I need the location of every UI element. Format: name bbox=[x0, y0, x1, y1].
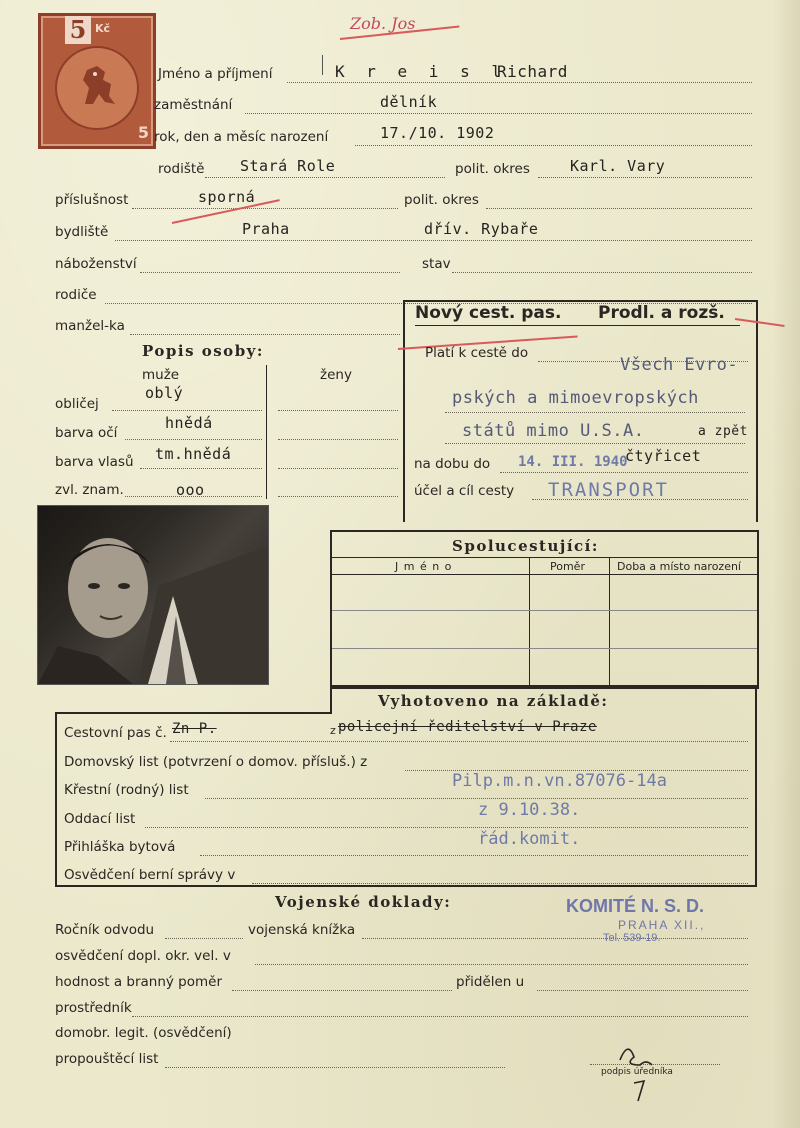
companions-row-rule-2 bbox=[332, 648, 757, 649]
military-book-line bbox=[362, 938, 748, 939]
military-legion-label: domobr. legit. (osvědčení) bbox=[55, 1025, 232, 1041]
birthplace-value: Stará Role bbox=[240, 157, 336, 175]
employment-value: dělník bbox=[380, 93, 438, 111]
basis-box-top-right bbox=[330, 685, 755, 687]
hair-color-line bbox=[140, 468, 262, 469]
companions-col-name: J m é n o bbox=[395, 560, 453, 573]
basis-residence-value: řád.komit. bbox=[478, 829, 581, 849]
basis-marriage-line bbox=[145, 827, 748, 828]
basis-passport-line bbox=[170, 741, 748, 742]
birthplace-label: rodiště bbox=[158, 161, 205, 177]
residence-label: bydliště bbox=[55, 224, 109, 240]
companions-row-rule-1 bbox=[332, 610, 757, 611]
description-divider bbox=[266, 365, 267, 499]
face-value: oblý bbox=[145, 384, 184, 402]
face-line bbox=[112, 410, 262, 411]
portrait-figure-icon bbox=[38, 506, 268, 684]
basis-box-left bbox=[55, 712, 57, 887]
hair-color-label: barva vlasů bbox=[55, 454, 134, 470]
description-heading: Popis osoby: bbox=[142, 342, 264, 360]
companions-col-birth: Doba a místo narození bbox=[617, 560, 741, 573]
basis-birth-label: Křestní (rodný) list bbox=[64, 782, 189, 798]
name-label: Jméno a příjmení bbox=[158, 66, 273, 82]
basis-heading: Vyhotoveno na základě: bbox=[378, 692, 609, 710]
parents-label: rodiče bbox=[55, 287, 97, 303]
companions-divider-2 bbox=[609, 558, 610, 686]
military-assigned-line bbox=[537, 990, 748, 991]
marks-line-woman bbox=[278, 496, 398, 497]
passport-heading: Nový cest. pas. bbox=[415, 303, 562, 323]
eye-color-line-woman bbox=[278, 439, 398, 440]
military-assigned-label: přidělen u bbox=[456, 974, 525, 990]
period-line bbox=[500, 472, 748, 473]
companions-rule-2 bbox=[332, 574, 757, 575]
basis-box-top-left bbox=[55, 712, 332, 714]
military-book-label: vojenská knížka bbox=[248, 922, 356, 938]
paper-edge bbox=[772, 0, 800, 1128]
basis-passport-struck: Zn P. bbox=[172, 721, 217, 737]
pen-mark bbox=[322, 55, 323, 75]
stamp-currency: Kč bbox=[95, 22, 111, 35]
stamp-seal bbox=[55, 46, 139, 130]
residence-line bbox=[115, 240, 752, 241]
basis-marriage-label: Oddací list bbox=[64, 811, 136, 827]
firstname-value: Richard bbox=[497, 62, 568, 81]
companions-divider-1 bbox=[529, 558, 530, 686]
passport-heading-extension: Prodl. a rozš. bbox=[598, 303, 725, 323]
portrait-photo bbox=[37, 505, 269, 685]
eye-color-label: barva očí bbox=[55, 425, 118, 441]
period-label: na dobu do bbox=[414, 456, 491, 472]
eye-color-line bbox=[125, 439, 262, 440]
komite-stamp-city: PRAHA XII., bbox=[618, 918, 706, 932]
residence-value: Praha bbox=[242, 220, 290, 238]
district-value: Karl. Vary bbox=[570, 157, 666, 175]
basis-birth-value: Pilp.m.n.vn.87076-14a bbox=[452, 771, 667, 791]
stamp-value-corner: 5 bbox=[137, 123, 149, 142]
valid-line-3 bbox=[445, 443, 745, 444]
basis-tax-line bbox=[252, 883, 748, 884]
hair-color-value: tm.hnědá bbox=[155, 445, 232, 463]
face-label: obličej bbox=[55, 396, 99, 412]
birth-label: rok, den a měsíc narození bbox=[154, 129, 329, 145]
military-heading: Vojenské doklady: bbox=[275, 893, 452, 911]
top-signature: Zob. Jos bbox=[350, 14, 416, 33]
religion-line bbox=[140, 272, 400, 273]
valid-value-1: Všech Evro- bbox=[620, 355, 739, 375]
komite-stamp-title: KOMITÉ N. S. D. bbox=[566, 896, 705, 916]
military-cert-label: osvědčení dopl. okr. vel. v bbox=[55, 948, 231, 964]
companions-heading: Spolucestující: bbox=[452, 537, 599, 555]
basis-domicile-label: Domovský list (potvrzení o domov. přísluš.) z bbox=[64, 754, 368, 770]
description-col-man: muže bbox=[142, 367, 180, 383]
passport-heading-underline bbox=[415, 325, 740, 326]
religion-label: náboženství bbox=[55, 256, 137, 272]
employment-line bbox=[245, 113, 752, 114]
valid-label: Platí k cestě do bbox=[425, 345, 529, 361]
military-cert-line bbox=[255, 964, 748, 965]
residence-prev-value: dřív. Rybaře bbox=[424, 220, 539, 238]
basis-marriage-value: z 9.10.38. bbox=[478, 800, 581, 820]
signature-label: podpis úředníka bbox=[601, 1067, 673, 1077]
purpose-label: účel a cíl cesty bbox=[414, 483, 515, 499]
basis-box-notch bbox=[330, 685, 332, 713]
purpose-value: TRANSPORT bbox=[548, 479, 669, 501]
valid-value-3: států mimo U.S.A. bbox=[462, 421, 645, 441]
military-year-label: Ročník odvodu bbox=[55, 922, 155, 938]
military-year-line bbox=[165, 938, 243, 939]
valid-extra: a zpět bbox=[698, 424, 748, 439]
citizenship-value: sporná bbox=[198, 188, 256, 206]
basis-birth-line bbox=[205, 798, 748, 799]
birth-line bbox=[355, 145, 752, 146]
eye-color-value: hnědá bbox=[165, 414, 213, 432]
surname-value: K r e i s l bbox=[335, 62, 507, 81]
passport-box-left-border bbox=[403, 300, 405, 522]
military-discharge-line bbox=[165, 1067, 505, 1068]
status-label: stav bbox=[422, 256, 451, 272]
citizenship-label: příslušnost bbox=[55, 192, 129, 208]
companions-rule-1 bbox=[332, 557, 757, 558]
district-label: polit. okres bbox=[455, 161, 530, 177]
description-col-woman: ženy bbox=[320, 367, 352, 383]
valid-value-2: pských a mimoevropských bbox=[452, 388, 699, 408]
birthplace-line bbox=[205, 177, 445, 178]
period-typed: čtyřicet bbox=[625, 447, 702, 465]
companions-col-relation: Poměr bbox=[550, 560, 585, 573]
district2-line bbox=[486, 208, 752, 209]
military-rank-line bbox=[232, 990, 452, 991]
district-line bbox=[538, 177, 752, 178]
valid-line-2 bbox=[445, 412, 745, 413]
basis-passport-label: Cestovní pas č. bbox=[64, 725, 167, 741]
passport-box-top-border bbox=[403, 300, 758, 302]
marks-value: ooo bbox=[176, 481, 205, 499]
military-rank-label: hodnost a branný poměr bbox=[55, 974, 223, 990]
komite-stamp-phone: Tel. 539-19. bbox=[603, 932, 661, 944]
hair-color-line-woman bbox=[278, 468, 398, 469]
citizenship-line bbox=[132, 208, 398, 209]
face-line-woman bbox=[278, 410, 398, 411]
lion-emblem-icon bbox=[71, 60, 123, 114]
marks-label: zvl. znam. bbox=[55, 482, 124, 498]
stamp-value: 5 bbox=[65, 16, 91, 44]
military-intermediary-line bbox=[132, 1016, 748, 1017]
basis-passport-value: policejní ředitelství v Praze bbox=[338, 719, 597, 735]
revenue-stamp bbox=[38, 13, 156, 149]
district2-label: polit. okres bbox=[404, 192, 479, 208]
spouse-label: manžel-ka bbox=[55, 318, 125, 334]
name-line bbox=[287, 82, 752, 83]
basis-passport-z: z bbox=[330, 724, 336, 737]
basis-residence-label: Přihláška bytová bbox=[64, 839, 176, 855]
spouse-line bbox=[130, 334, 400, 335]
signature-scribble-icon bbox=[600, 1035, 680, 1105]
basis-tax-label: Osvědčení berní správy v bbox=[64, 867, 236, 883]
military-discharge-label: propouštěcí list bbox=[55, 1051, 159, 1067]
birth-value: 17./10. 1902 bbox=[380, 124, 495, 142]
status-line bbox=[452, 272, 752, 273]
period-stamp: 14. III. 1940 bbox=[518, 454, 628, 470]
passport-box-right-border bbox=[756, 300, 758, 522]
basis-residence-line bbox=[200, 855, 748, 856]
military-intermediary-label: prostředník bbox=[55, 1000, 132, 1016]
employment-label: zaměstnání bbox=[154, 97, 233, 113]
